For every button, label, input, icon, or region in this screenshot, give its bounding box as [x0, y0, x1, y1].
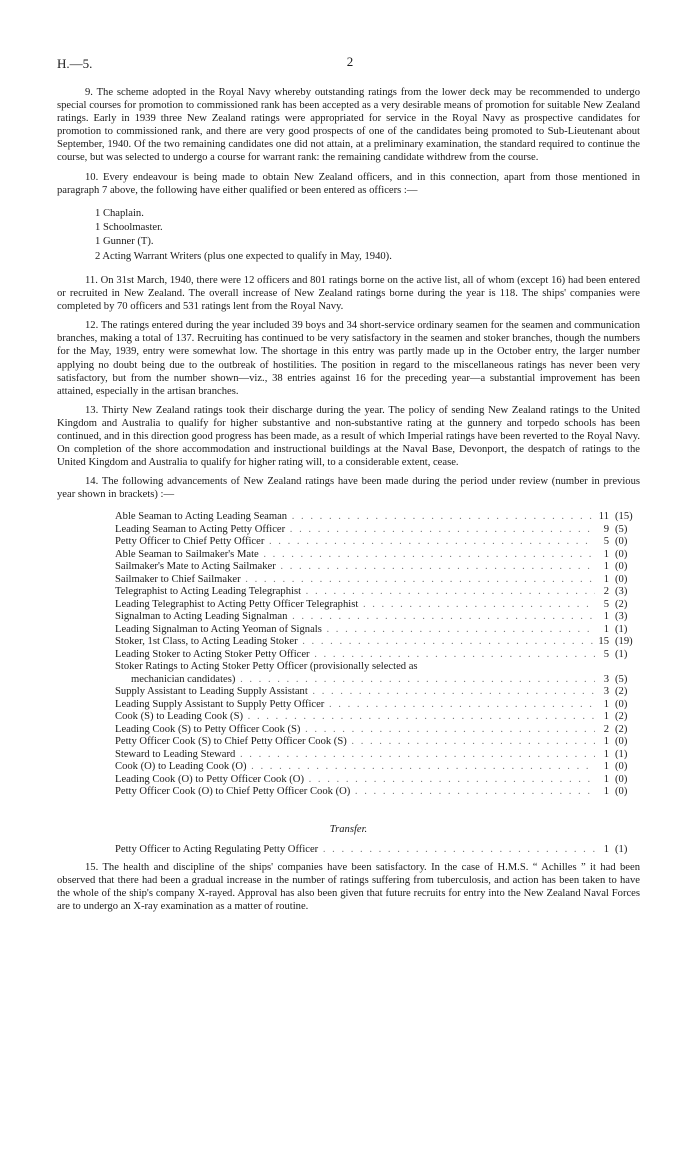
table-row — [115, 649, 644, 662]
row-count: 1 — [603, 761, 609, 773]
page-header — [57, 54, 643, 73]
advancements-table — [115, 511, 644, 799]
row-label: Cook (S) to Leading Cook (S) . . . — [115, 711, 595, 724]
row-previous: (0) — [615, 698, 628, 710]
row-count: 1 — [603, 844, 609, 856]
table-row — [115, 661, 644, 674]
row-label: Petty Officer Cook (O) to Chief Petty Officer Cook (O) . . . — [115, 786, 595, 799]
row-count: 1 — [603, 611, 609, 623]
row-previous: (2) — [615, 723, 628, 735]
table-row — [115, 699, 644, 712]
table-row — [115, 511, 644, 524]
list-item: 1 Schoolmaster. — [95, 222, 163, 234]
row-label-continued: mechanician candidates) . . . — [115, 674, 595, 687]
paragraph-9: 9. The scheme adopted in the Royal Navy whereby outstanding ratings from the lower deck may be recommended to undergo special courses for promotion to commissioned rank has been accepted as a very desirable means of promotion for suitable New Zealand ratings. Early in 1939 three New Zealand ratings were appropriated for service in the Royal Navy as prospective candidates for promotion to commissioned rank, and there are very good prospects of one of the candidates being promoted to Sub-Lieutenant about September, 1940. Of the two remaining candidates one did not attain, at a preliminary examination, the standard required to continue the course, but was selected to undergo a course for warrant rank: the remaining candidate withdrew from the course. — [57, 87, 640, 164]
list-item: 1 Chaplain. — [95, 207, 144, 219]
row-label: Leading Telegraphist to Acting Petty Officer Telegraphist . . . — [115, 599, 595, 612]
row-count: 1 — [603, 773, 609, 785]
row-previous: (2) — [615, 711, 628, 723]
transfer-heading: Transfer. — [329, 823, 368, 835]
row-previous: (0) — [615, 761, 628, 773]
row-count: 1 — [603, 748, 609, 760]
row-label: Stoker, 1st Class, to Acting Leading Stoker . . . — [115, 636, 595, 649]
row-label: Leading Seaman to Acting Petty Officer . . . — [115, 524, 595, 537]
row-count: 5 — [603, 536, 609, 548]
row-label: Petty Officer to Acting Regulating Petty Officer . . . — [115, 844, 595, 857]
row-label: Leading Signalman to Acting Yeoman of Signals . . . — [115, 624, 595, 637]
row-count: 1 — [603, 698, 609, 710]
document-body — [57, 86, 640, 919]
row-previous: (0) — [615, 548, 628, 560]
row-previous: (2) — [615, 598, 628, 610]
row-label: Telegraphist to Acting Leading Telegraphist . . . — [115, 586, 595, 599]
table-row — [115, 624, 644, 637]
row-previous: (2) — [615, 686, 628, 698]
table-row — [115, 574, 644, 587]
table-row — [115, 786, 644, 799]
paragraph-13: 13. Thirty New Zealand ratings took their discharge during the year. The policy of sending New Zealand ratings to the United Kingdom and Australia to qualify for higher substantive and non-substantive rating at the gunnery and torpedo schools has been continued, and in this direction good progress has been made, as a result of which Imperial ratings have been reverted to the Royal Navy. On completion of the shore accommodation and instructional buildings at the Naval Base, Devonport, the despatch of ratings to the United Kingdom and Australia to qualify for higher rating will, to a considerable extent, cease. — [57, 404, 640, 469]
row-previous: (1) — [615, 844, 628, 856]
row-count: 5 — [603, 598, 609, 610]
table-row — [115, 561, 644, 574]
row-previous: (1) — [615, 648, 628, 660]
paragraph-15: 15. The health and discipline of the ships' companies have been satisfactory. In the case of H.M.S. “ Achilles ” it had been observed that there had been a gradual increase in the number of ratings suffering from tuberculosis, and action has been taken to have the whole of the ship's company X-rayed. Approval has also been given that future recruits for entry into the New Zealand Naval Forces are to undergo an X-ray examination as a matter of routine. — [57, 861, 640, 912]
row-previous: (0) — [615, 736, 628, 748]
table-row — [115, 524, 644, 537]
paragraph-12: 12. The ratings entered during the year included 39 boys and 34 short-service ordinary seamen for the seamen and communication branches, making a total of 137. Recruiting has continued to be very satisfactory in the seamen and stoker branches, though the numbers for the May, 1939, entry were somewhat low. The shortage in this entry was partly made up in the October entry, the larger number applying no doubt being due to the outbreak of hostilities. The position in regard to the miscellaneous ratings has never been very satisfactory, but from the number shown—viz., 38 entries against 16 for the preceding year—a substantial improvement has been attained, especially in the artisan branches. — [57, 320, 640, 397]
row-label: Cook (O) to Leading Cook (O) . . . — [115, 761, 595, 774]
row-label: Petty Officer Cook (S) to Chief Petty Officer Cook (S) . . . — [115, 736, 595, 749]
row-count: 1 — [603, 711, 609, 723]
row-count: 2 — [603, 586, 609, 598]
table-row — [115, 636, 644, 649]
table-row — [115, 549, 644, 562]
row-label: Leading Supply Assistant to Supply Petty Officer . . . — [115, 699, 595, 712]
table-row — [115, 749, 644, 762]
table-row — [115, 611, 644, 624]
table-row — [115, 536, 644, 549]
table-row — [115, 599, 644, 612]
list-item: 2 Acting Warrant Writers (plus one expected to qualify in May, 1940). — [95, 250, 392, 262]
officers-list — [95, 207, 640, 264]
row-label: Leading Cook (O) to Petty Officer Cook (O) . . . — [115, 774, 595, 787]
transfer-table — [115, 844, 644, 857]
row-previous: (3) — [615, 586, 628, 598]
row-label: Leading Cook (S) to Petty Officer Cook (S) . . . — [115, 724, 595, 737]
row-label: Sailmaker's Mate to Acting Sailmaker . . . — [115, 561, 595, 574]
row-count: 5 — [603, 648, 609, 660]
row-label: Steward to Leading Steward . . . — [115, 749, 595, 762]
table-row — [115, 761, 644, 774]
row-previous: (5) — [615, 673, 628, 685]
row-label: Able Seaman to Acting Leading Seaman . . . — [115, 511, 595, 524]
row-previous: (0) — [615, 561, 628, 573]
row-label: Supply Assistant to Leading Supply Assistant . . . — [115, 686, 595, 699]
row-label: Leading Stoker to Acting Stoker Petty Officer . . . — [115, 649, 595, 662]
row-count: 9 — [603, 523, 609, 535]
row-previous: (1) — [615, 623, 628, 635]
table-row — [115, 736, 644, 749]
row-previous: (15) — [615, 511, 633, 523]
row-previous: (0) — [615, 773, 628, 785]
row-label: Stoker Ratings to Acting Stoker Petty Officer (provisionally selected as — [115, 661, 418, 673]
document-reference: H.—5. — [57, 56, 93, 71]
row-previous: (5) — [615, 523, 628, 535]
row-label: Able Seaman to Sailmaker's Mate . . . — [115, 549, 595, 562]
row-label: Sailmaker to Chief Sailmaker . . . — [115, 574, 595, 587]
table-row — [115, 711, 644, 724]
row-previous: (0) — [615, 536, 628, 548]
row-count: 2 — [603, 723, 609, 735]
row-previous: (1) — [615, 748, 628, 760]
row-previous: (0) — [615, 573, 628, 585]
row-count: 3 — [603, 673, 609, 685]
row-count: 1 — [603, 623, 609, 635]
table-row — [115, 774, 644, 787]
table-row — [115, 686, 644, 699]
table-row — [115, 724, 644, 737]
row-count: 1 — [603, 548, 609, 560]
row-count: 1 — [603, 561, 609, 573]
paragraph-14: 14. The following advancements of New Zealand ratings have been made during the period under review (number in previous year shown in brackets) :— — [57, 476, 640, 501]
row-previous: (0) — [615, 786, 628, 798]
row-previous: (19) — [615, 636, 633, 648]
row-count: 11 — [598, 511, 609, 523]
row-count: 1 — [603, 573, 609, 585]
page-number: 2 — [346, 54, 354, 69]
row-count: 3 — [603, 686, 609, 698]
paragraph-10: 10. Every endeavour is being made to obtain New Zealand officers, and in this connection, apart from those mentioned in paragraph 7 above, the following have either qualified or been entered as officers :— — [57, 171, 640, 196]
row-label: Petty Officer to Chief Petty Officer . . . — [115, 536, 595, 549]
row-label: Signalman to Acting Leading Signalman . . . — [115, 611, 595, 624]
row-count: 15 — [598, 636, 609, 648]
table-row — [115, 844, 644, 857]
row-count: 1 — [603, 786, 609, 798]
table-row-continuation — [115, 674, 644, 687]
list-item: 1 Gunner (T). — [95, 236, 154, 248]
row-previous: (3) — [615, 611, 628, 623]
row-count: 1 — [603, 736, 609, 748]
table-row — [115, 586, 644, 599]
paragraph-11: 11. On 31st March, 1940, there were 12 officers and 801 ratings borne on the active list, all of whom (except 16) had been entered or recruited in New Zealand. The overall increase of New Zealand ratings borne during the year is 118. The ships' companies were completed by 70 officers and 531 ratings lent from the Royal Navy. — [57, 274, 640, 313]
